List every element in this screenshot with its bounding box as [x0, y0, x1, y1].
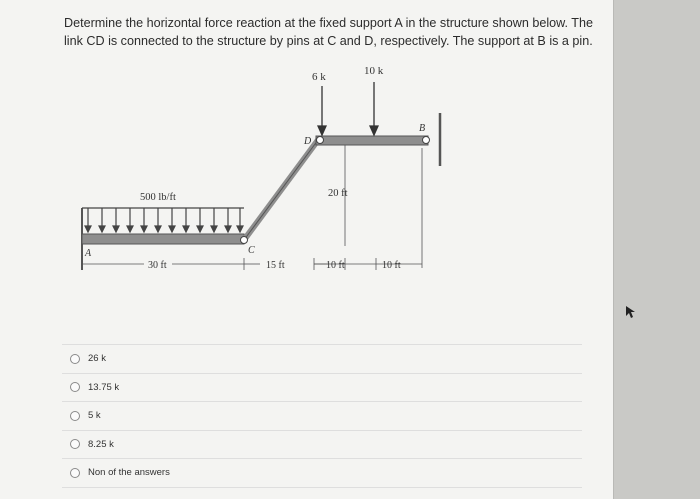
label-span-10a: 10 ft [326, 260, 345, 271]
option-label: 5 k [88, 410, 101, 422]
link-cd-edge [244, 140, 318, 240]
option-5k[interactable] [62, 402, 582, 431]
radio-button[interactable] [70, 439, 80, 449]
beam-ac [82, 234, 244, 244]
pin-b [423, 137, 430, 144]
option-label: 26 k [88, 353, 106, 365]
label-load-10k: 10 k [364, 65, 384, 77]
answer-options [62, 344, 582, 488]
load-6k-arrow [318, 86, 326, 135]
option-label: 13.75 k [88, 381, 120, 393]
question-text: Determine the horizontal force reaction at the fixed support A in the structure shown below. The link CD is connected to the structure by pins at C and D, respectively. The support at B is a pin. [64, 16, 594, 48]
radio-button[interactable] [70, 354, 80, 364]
label-span-15: 15 ft [266, 260, 285, 271]
radio-button[interactable] [70, 468, 80, 478]
radio-button[interactable] [70, 382, 80, 392]
load-10k-arrow [370, 82, 378, 135]
label-span-30: 30 ft [148, 260, 167, 271]
radio-button[interactable] [70, 411, 80, 421]
label-c: C [248, 245, 255, 256]
option-none[interactable] [62, 459, 582, 488]
option-26k[interactable] [62, 344, 582, 374]
option-label: 8.25 k [88, 438, 114, 450]
label-load-6k: 6 k [312, 71, 326, 83]
label-span-10b: 10 ft [382, 260, 401, 271]
label-b: B [419, 123, 426, 134]
label-a: A [85, 248, 92, 259]
structure-diagram [60, 58, 460, 288]
beam-db [316, 136, 428, 145]
option-13-75k[interactable] [62, 374, 582, 403]
label-dist-load: 500 lb/ft [140, 192, 176, 203]
option-label: Non of the answers [88, 467, 170, 479]
label-height-20: 20 ft [328, 188, 348, 199]
label-d: D [304, 136, 312, 147]
option-8-25k[interactable] [62, 431, 582, 460]
pin-d [317, 137, 324, 144]
pin-c [241, 237, 248, 244]
mouse-cursor-icon [626, 306, 636, 318]
distributed-load-arrows [82, 208, 244, 232]
